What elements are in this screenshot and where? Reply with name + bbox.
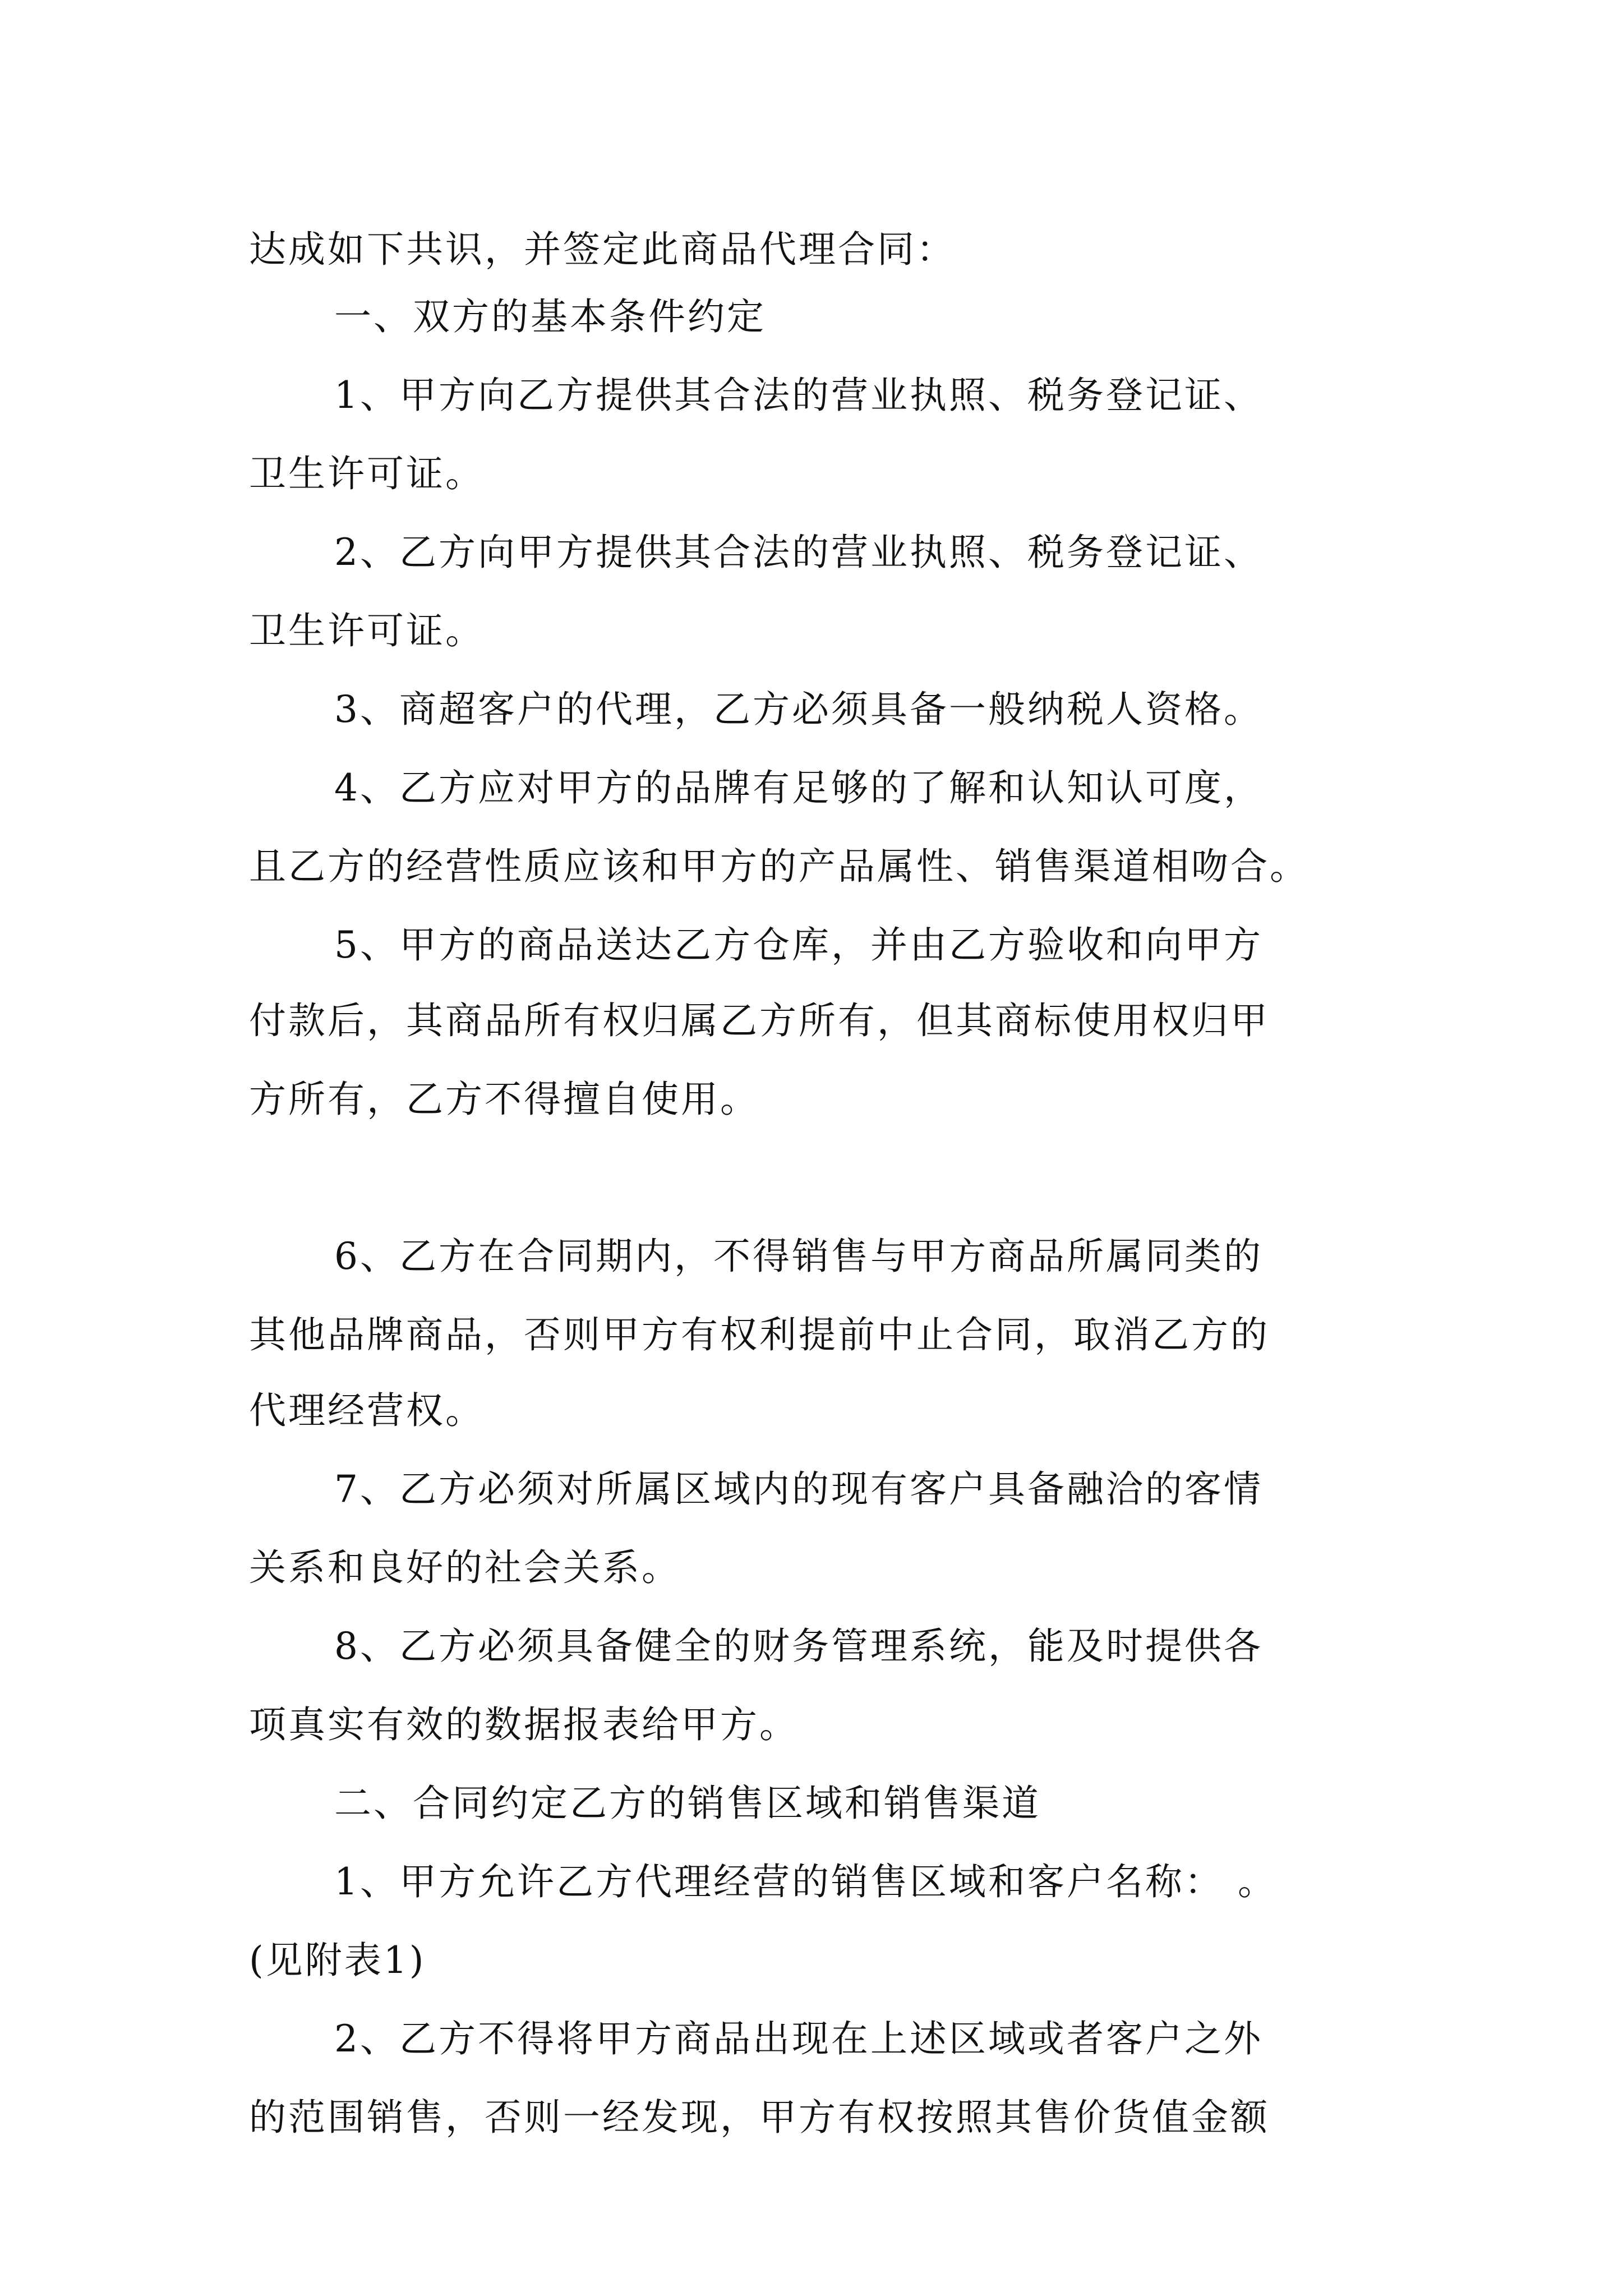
clause-line: (见附表1) [249,1939,426,1982]
section-heading: 二、合同约定乙方的销售区域和销售渠道 [334,1782,1041,1825]
clause-line: 的范围销售，否则一经发现，甲方有权按照其售价货值金额 [249,2096,1270,2139]
clause-line: 3、商超客户的代理，乙方必须具备一般纳税人资格。 [334,688,1263,731]
clause-line: 1、甲方允许乙方代理经营的销售区域和客户名称： 。 [334,1860,1277,1903]
clause-line: 项真实有效的数据报表给甲方。 [249,1703,799,1746]
clause-line: 2、乙方不得将甲方商品出现在上述区域或者客户之外 [334,2017,1263,2060]
clause-line: 代理经营权。 [249,1389,485,1432]
clause-line: 方所有，乙方不得擅自使用。 [249,1078,759,1121]
text-line: 达成如下共识，并签定此商品代理合同： [249,228,956,271]
clause-line: 1、甲方向乙方提供其合法的营业执照、税务登记证、 [334,374,1263,417]
clause-line: 其他品牌商品，否则甲方有权利提前中止合同，取消乙方的 [249,1313,1270,1356]
section-heading: 一、双方的基本条件约定 [334,295,766,338]
clause-line: 8、乙方必须具备健全的财务管理系统，能及时提供各 [334,1625,1263,1668]
clause-line: 关系和良好的社会关系。 [249,1546,681,1589]
clause-line: 6、乙方在合同期内，不得销售与甲方商品所属同类的 [334,1235,1263,1278]
clause-line: 卫生许可证。 [249,452,485,495]
clause-line: 4、乙方应对甲方的品牌有足够的了解和认知认可度， [334,766,1263,809]
clause-line: 卫生许可证。 [249,609,485,652]
clause-line: 5、甲方的商品送达乙方仓库，并由乙方验收和向甲方 [334,923,1263,967]
clause-line: 7、乙方必须对所属区域内的现有客户具备融洽的客情 [334,1467,1263,1511]
clause-line: 付款后，其商品所有权归属乙方所有，但其商标使用权归甲 [249,999,1270,1042]
clause-line: 2、乙方向甲方提供其合法的营业执照、税务登记证、 [334,531,1263,574]
clause-line: 且乙方的经营性质应该和甲方的产品属性、销售渠道相吻合。 [249,845,1309,888]
